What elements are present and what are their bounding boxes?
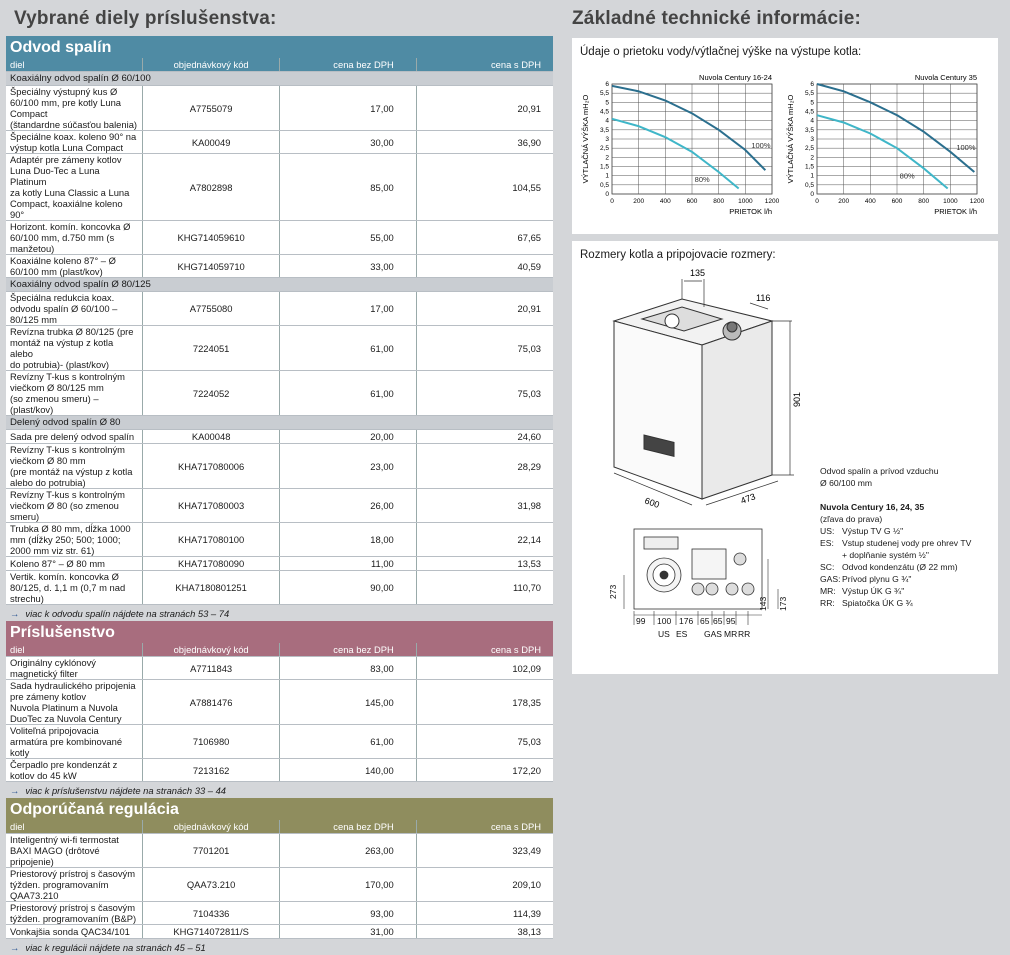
part-name: Vonkajšia sonda QAC34/101 <box>6 925 143 939</box>
x-tick-label: 0 <box>815 198 819 205</box>
port-mr: MR <box>724 629 737 639</box>
table-row <box>6 326 553 371</box>
order-code: A7755080 <box>143 292 280 326</box>
col-price-gross: cena s DPH <box>416 820 553 834</box>
part-name: Vertik. komín. koncovka Ø 80/125, d. 1,1 m (0,7 m nad strechu) <box>6 571 143 605</box>
x-tick-label: 800 <box>918 198 929 205</box>
order-code: KHA717080100 <box>143 523 280 557</box>
col-part: diel <box>6 58 143 72</box>
legend-key: ES: <box>820 537 842 549</box>
table-row <box>6 759 553 782</box>
price-net: 90,00 <box>280 571 417 605</box>
order-code: A7881476 <box>143 680 280 725</box>
right-title: Základné technické informácie: <box>572 6 1004 32</box>
price-gross: 75,03 <box>416 326 553 371</box>
y-tick-label: 5 <box>605 99 609 106</box>
more-link[interactable]: → viac k odvodu spalín nájdete na stranách 53 – 74 <box>6 605 553 622</box>
part-name: Revízny T-kus s kontrolným viečkom Ø 80/125 mm (so zmenou smeru) – (plast/kov) <box>6 371 143 416</box>
dim-901: 901 <box>792 392 802 407</box>
part-name: Čerpadlo pre kondenzát z kotlov do 45 kW <box>6 759 143 782</box>
arrow-right-icon: → <box>10 942 19 953</box>
price-net: 17,00 <box>280 292 417 326</box>
part-name: Koaxiálne koleno 87° – Ø 60/100 mm (plast/kov) <box>6 255 143 278</box>
flue-size: Ø 60/100 mm <box>820 477 1000 489</box>
order-code: KA00049 <box>143 131 280 154</box>
x-tick-label: 200 <box>633 198 644 205</box>
col-price-net: cena bez DPH <box>280 58 417 72</box>
price-net: 145,00 <box>280 680 417 725</box>
order-text: (zľava do prava) <box>820 513 1000 525</box>
price-gross: 323,49 <box>416 834 553 868</box>
legend-key: US: <box>820 525 842 537</box>
table-row <box>6 657 553 680</box>
price-net: 85,00 <box>280 154 417 221</box>
chart-title: Nuvola Century 35 <box>915 73 977 82</box>
y-tick-label: 5 <box>810 99 814 106</box>
part-name: Inteligentný wi-fi termostat BAXI MAGO (drôtové pripojenie) <box>6 834 143 868</box>
price-gross: 20,91 <box>416 86 553 131</box>
more-link[interactable]: → viac k regulácii nájdete na stranách 45 – 51 <box>6 939 553 955</box>
series-label: 80% <box>695 175 710 184</box>
table-row <box>6 925 553 939</box>
dim-95: 95 <box>726 616 736 626</box>
order-code: KHG714059710 <box>143 255 280 278</box>
price-gross: 104,55 <box>416 154 553 221</box>
x-tick-label: 400 <box>660 198 671 205</box>
price-gross: 24,60 <box>416 430 553 444</box>
col-price-gross: cena s DPH <box>416 643 553 657</box>
order-code: KHA717080006 <box>143 444 280 489</box>
price-net: 26,00 <box>280 489 417 523</box>
x-tick-label: 400 <box>865 198 876 205</box>
price-net: 140,00 <box>280 759 417 782</box>
y-tick-label: 2 <box>605 154 609 161</box>
dim-173: 173 <box>778 597 788 611</box>
table-row <box>6 444 553 489</box>
price-gross: 13,53 <box>416 557 553 571</box>
dim-176: 176 <box>679 616 693 626</box>
dim-600: 600 <box>643 495 661 510</box>
y-tick-label: 0,5 <box>805 182 814 189</box>
order-code: KHA717080003 <box>143 489 280 523</box>
y-tick-label: 3 <box>605 136 609 143</box>
price-net: 23,00 <box>280 444 417 489</box>
legend-value: Spiatočka ÚK G ¾ <box>842 597 913 609</box>
table-row <box>6 154 553 221</box>
table-row <box>6 292 553 326</box>
col-price-net: cena bez DPH <box>280 820 417 834</box>
price-net: 93,00 <box>280 902 417 925</box>
port-us: US <box>658 629 670 639</box>
price-net: 30,00 <box>280 131 417 154</box>
dim-273: 273 <box>608 585 618 599</box>
flow-charts <box>572 66 998 231</box>
col-part: diel <box>6 820 143 834</box>
part-name: Adaptér pre zámeny kotlov Luna Duo-Tec a Luna Platinum za kotly Luna Classic a Luna Compact, koaxiálne koleno 90° <box>6 154 143 221</box>
dim-99: 99 <box>636 616 646 626</box>
legend-value: Odvod kondenzátu (Ø 22 mm) <box>842 561 958 573</box>
legend-key: SC: <box>820 561 842 573</box>
model-text: Nuvola Century 16, 24, 35 <box>820 502 924 512</box>
x-tick-label: 1000 <box>738 198 753 205</box>
boiler-iso-drawing <box>614 299 772 499</box>
order-code: 7213162 <box>143 759 280 782</box>
table-row <box>6 371 553 416</box>
y-tick-label: 1,5 <box>600 164 609 171</box>
arrow-right-icon: → <box>10 608 19 619</box>
part-name: Voliteľná pripojovacia armatúra pre kombinované kotly <box>6 725 143 759</box>
group-label: Delený odvod spalín Ø 80 <box>6 416 553 430</box>
x-axis-label: PRIETOK l/h <box>934 207 977 216</box>
legend-value: Vstup studenej vody pre ohrev TV <box>842 537 971 549</box>
legend-row <box>820 585 1000 597</box>
table-row <box>6 834 553 868</box>
legend-row <box>820 573 1000 585</box>
price-gross: 36,90 <box>416 131 553 154</box>
part-name: Priestorový prístroj s časovým týžden. programovaním (B&P) <box>6 902 143 925</box>
price-gross: 20,91 <box>416 292 553 326</box>
price-gross: 75,03 <box>416 725 553 759</box>
col-part: diel <box>6 643 143 657</box>
dimensions-panel-title: Rozmery kotla a pripojovacie rozmery: <box>572 241 998 261</box>
part-name: Špeciálne koax. koleno 90° na výstup kotla Luna Compact <box>6 131 143 154</box>
col-order-code: objednávkový kód <box>143 820 280 834</box>
col-order-code: objednávkový kód <box>143 58 280 72</box>
legend-row <box>820 597 1000 609</box>
x-tick-label: 1000 <box>943 198 958 205</box>
series-label: 100% <box>956 143 976 152</box>
left-title: Vybrané diely príslušenstva: <box>14 6 553 32</box>
dimensions-legend <box>820 465 1000 609</box>
more-link[interactable]: → viac k príslušenstvu nájdete na stranách 33 – 44 <box>6 782 553 799</box>
price-net: 33,00 <box>280 255 417 278</box>
order-code: 7701201 <box>143 834 280 868</box>
x-tick-label: 200 <box>838 198 849 205</box>
table-row <box>6 571 553 605</box>
group-label: Koaxiálny odvod spalín Ø 80/125 <box>6 278 553 292</box>
part-name: Originálny cyklónový magnetický filter <box>6 657 143 680</box>
series-label: 100% <box>751 141 771 150</box>
legend-row <box>820 549 1000 561</box>
table-row <box>6 255 553 278</box>
y-tick-label: 1 <box>810 173 814 180</box>
table-row <box>6 131 553 154</box>
tech-info-column <box>566 4 1004 678</box>
port-rr: RR <box>738 629 750 639</box>
dimensions-panel <box>572 241 998 674</box>
y-axis-label: VÝTLAČNÁ VÝŠKA mH₂O <box>581 94 590 183</box>
price-gross: 178,35 <box>416 680 553 725</box>
table-row <box>6 430 553 444</box>
y-axis-label: VÝTLAČNÁ VÝŠKA mH₂O <box>786 94 795 183</box>
y-tick-label: 0 <box>810 191 814 198</box>
price-gross: 67,65 <box>416 221 553 255</box>
section-title: Príslušenstvo <box>6 621 553 643</box>
x-tick-label: 0 <box>610 198 614 205</box>
price-net: 83,00 <box>280 657 417 680</box>
series-label: 80% <box>900 171 915 180</box>
part-name: Sada hydraulického pripojenia pre zámeny kotlov Nuvola Platinum a Nuvola DuoTec za Nuvola Century <box>6 680 143 725</box>
col-order-code: objednávkový kód <box>143 643 280 657</box>
order-code: 7224051 <box>143 326 280 371</box>
table-row <box>6 680 553 725</box>
section-title: Odvod spalín <box>6 36 553 58</box>
table-row <box>6 523 553 557</box>
price-net: 18,00 <box>280 523 417 557</box>
order-code: QAA73.210 <box>143 868 280 902</box>
part-name: Špeciálna redukcia koax. odvodu spalín Ø 60/100 – 80/125 mm <box>6 292 143 326</box>
legend-row <box>820 561 1000 573</box>
price-net: 17,00 <box>280 86 417 131</box>
dim-473: 473 <box>739 491 757 506</box>
y-tick-label: 3,5 <box>805 127 814 134</box>
table-row <box>6 557 553 571</box>
x-tick-label: 1200 <box>970 198 985 205</box>
price-net: 11,00 <box>280 557 417 571</box>
price-net: 263,00 <box>280 834 417 868</box>
price-net: 61,00 <box>280 326 417 371</box>
table-row <box>6 868 553 902</box>
part-name: Špeciálny výstupný kus Ø 60/100 mm, pre kotly Luna Compact (štandardne súčasťou balenia) <box>6 86 143 131</box>
y-tick-label: 1 <box>605 173 609 180</box>
price-gross: 172,20 <box>416 759 553 782</box>
legend-key <box>820 549 842 561</box>
y-tick-label: 1,5 <box>805 164 814 171</box>
x-axis-label: PRIETOK l/h <box>729 207 772 216</box>
price-net: 61,00 <box>280 371 417 416</box>
order-code: KHA7180801251 <box>143 571 280 605</box>
order-code: 7224052 <box>143 371 280 416</box>
part-name: Priestorový prístroj s časovým týžden. programovaním QAA73.210 <box>6 868 143 902</box>
y-tick-label: 6 <box>810 81 814 88</box>
order-code: 7104336 <box>143 902 280 925</box>
accessories-column <box>6 4 553 678</box>
legend-key: RR: <box>820 597 842 609</box>
dim-116: 116 <box>756 293 770 303</box>
order-code: 7106980 <box>143 725 280 759</box>
price-gross: 209,10 <box>416 868 553 902</box>
legend-value: Výstup ÚK G ¾" <box>842 585 904 597</box>
y-tick-label: 2 <box>810 154 814 161</box>
port-gas: GAS <box>704 629 722 639</box>
price-gross: 40,59 <box>416 255 553 278</box>
y-tick-label: 4,5 <box>600 109 609 116</box>
y-tick-label: 4 <box>605 118 609 125</box>
order-code: KHA717080090 <box>143 557 280 571</box>
y-tick-label: 4 <box>810 118 814 125</box>
y-tick-label: 0,5 <box>600 182 609 189</box>
order-code: KHG714059610 <box>143 221 280 255</box>
chart-title: Nuvola Century 16-24 <box>699 73 772 82</box>
x-tick-label: 800 <box>713 198 724 205</box>
legend-key: MR: <box>820 585 842 597</box>
section-title: Odporúčaná regulácia <box>6 798 553 820</box>
part-name: Revízny T-kus s kontrolným viečkom Ø 80 mm (pre montáž na výstup z kotla alebo do potrubia) <box>6 444 143 489</box>
price-gross: 114,39 <box>416 902 553 925</box>
flow-panel-title: Údaje o prietoku vody/výtlačnej výške na výstupe kotla: <box>572 38 998 58</box>
order-code: KHG714072811/S <box>143 925 280 939</box>
y-tick-label: 5,5 <box>805 90 814 97</box>
order-code: KA00048 <box>143 430 280 444</box>
price-net: 55,00 <box>280 221 417 255</box>
table-row <box>6 725 553 759</box>
legend-value: Prívod plynu G ¾" <box>842 573 911 585</box>
x-tick-label: 1200 <box>765 198 780 205</box>
dim-135: 135 <box>690 268 705 278</box>
table-row <box>6 902 553 925</box>
price-gross: 38,13 <box>416 925 553 939</box>
dim-143: 143 <box>758 597 768 611</box>
part-name: Revízny T-kus s kontrolným viečkom Ø 80 (so zmenou smeru) <box>6 489 143 523</box>
col-price-net: cena bez DPH <box>280 643 417 657</box>
y-tick-label: 2,5 <box>805 145 814 152</box>
flow-panel <box>572 38 998 234</box>
legend-value: + doplňanie systém ½" <box>842 549 929 561</box>
order-code: A7755079 <box>143 86 280 131</box>
y-tick-label: 6 <box>605 81 609 88</box>
table-row <box>6 489 553 523</box>
y-tick-label: 3,5 <box>600 127 609 134</box>
price-net: 61,00 <box>280 725 417 759</box>
part-name: Trubka Ø 80 mm, dĺžka 1000 mm (dĺžky 250; 500; 1000; 2000 mm viz str. 61) <box>6 523 143 557</box>
order-code: A7802898 <box>143 154 280 221</box>
legend-row <box>820 537 1000 549</box>
price-gross: 75,03 <box>416 371 553 416</box>
x-tick-label: 600 <box>687 198 698 205</box>
price-gross: 110,70 <box>416 571 553 605</box>
legend-row <box>820 525 1000 537</box>
accessories-table <box>6 36 553 955</box>
y-tick-label: 5,5 <box>600 90 609 97</box>
price-gross: 31,98 <box>416 489 553 523</box>
dim-65a: 65 <box>700 616 710 626</box>
price-gross: 22,14 <box>416 523 553 557</box>
y-tick-label: 4,5 <box>805 109 814 116</box>
y-tick-label: 3 <box>810 136 814 143</box>
col-price-gross: cena s DPH <box>416 58 553 72</box>
price-net: 170,00 <box>280 868 417 902</box>
x-tick-label: 600 <box>892 198 903 205</box>
legend-key: GAS: <box>820 573 842 585</box>
dim-100: 100 <box>657 616 671 626</box>
port-es: ES <box>676 629 688 639</box>
part-name: Revízna trubka Ø 80/125 (pre montáž na výstup z kotla alebo do potrubia)- (plast/kov) <box>6 326 143 371</box>
dim-65b: 65 <box>713 616 723 626</box>
price-gross: 102,09 <box>416 657 553 680</box>
boiler-bottom-view <box>634 529 762 609</box>
table-row <box>6 221 553 255</box>
part-name: Horizont. komín. koncovka Ø 60/100 mm, d.750 mm (s manžetou) <box>6 221 143 255</box>
group-label: Koaxiálny odvod spalín Ø 60/100 <box>6 72 553 86</box>
part-name: Sada pre delený odvod spalín <box>6 430 143 444</box>
y-tick-label: 2,5 <box>600 145 609 152</box>
order-code: A7711843 <box>143 657 280 680</box>
y-tick-label: 0 <box>605 191 609 198</box>
part-name: Koleno 87° – Ø 80 mm <box>6 557 143 571</box>
price-net: 31,00 <box>280 925 417 939</box>
arrow-right-icon: → <box>10 785 19 796</box>
flue-text: Odvod spalín a prívod vzduchu <box>820 465 1000 477</box>
legend-value: Výstup TV G ½" <box>842 525 903 537</box>
table-row <box>6 86 553 131</box>
price-gross: 28,29 <box>416 444 553 489</box>
price-net: 20,00 <box>280 430 417 444</box>
